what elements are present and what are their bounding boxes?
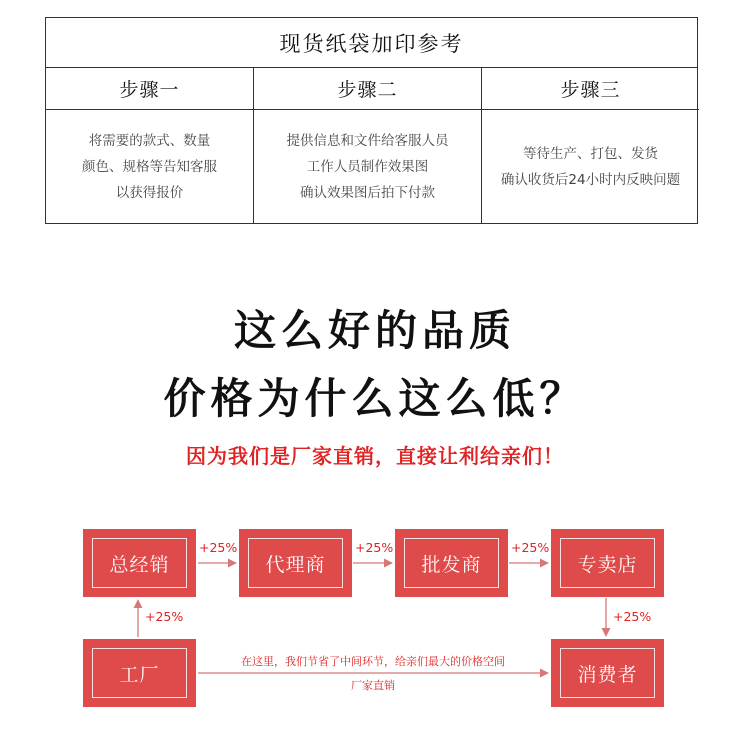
step-1-line-1: 将需要的款式、数量 (88, 132, 211, 149)
node-factory (83, 639, 196, 707)
step-2-line-3: 确认效果图后拍下付款 (300, 184, 435, 201)
node-store-label: 专卖店 (560, 538, 655, 588)
node-consumer (551, 639, 664, 707)
node-wholesaler-label: 批发商 (404, 538, 499, 588)
step-2-line-2: 工作人员制作效果图 (306, 158, 429, 175)
direct-sale-label: 厂家直销 (351, 679, 395, 692)
step-1-line-3: 以获得报价 (115, 184, 184, 201)
step-2-label: 步骤二 (254, 68, 481, 110)
step-1-label: 步骤一 (46, 68, 253, 110)
step-3-label: 步骤三 (482, 68, 699, 110)
direct-sale-note: 在这里，我们节省了中间环节，给亲们最大的价格空间 (241, 655, 505, 668)
node-general-distributor-label: 总经销 (92, 538, 187, 588)
steps-table (45, 17, 698, 224)
markup-distributor-to-agent: +25% (199, 540, 238, 555)
markup-factory-to-distributor: +25% (145, 609, 184, 624)
step-2-body (254, 110, 481, 223)
step-column-2 (253, 68, 481, 223)
node-agent-label: 代理商 (248, 538, 343, 588)
headline-quality: 这么好的品质 (233, 306, 516, 355)
step-1-line-2: 颜色、规格等告知客服 (82, 158, 217, 175)
node-general-distributor (83, 529, 196, 597)
node-store (551, 529, 664, 597)
node-factory-label: 工厂 (92, 648, 187, 698)
node-wholesaler (395, 529, 508, 597)
markup-wholesaler-to-store: +25% (511, 540, 550, 555)
headline-subtitle: 因为我们是厂家直销，直接让利给亲们！ (186, 444, 564, 468)
node-agent (239, 529, 352, 597)
step-1-body (46, 110, 253, 223)
markup-agent-to-wholesaler: +25% (355, 540, 394, 555)
step-3-line-1: 等待生产、打包、发货 (523, 145, 658, 162)
step-column-1 (46, 68, 253, 223)
step-2-line-1: 提供信息和文件给客服人员 (286, 132, 449, 149)
table-title: 现货纸袋加印参考 (46, 18, 697, 68)
node-consumer-label: 消费者 (560, 648, 655, 698)
markup-store-to-consumer: +25% (613, 609, 652, 624)
step-3-body (482, 110, 699, 223)
headline-price-question: 价格为什么这么低？ (163, 374, 587, 423)
step-column-3 (481, 68, 699, 223)
step-3-line-2: 确认收货后24小时内反映问题 (500, 171, 681, 188)
